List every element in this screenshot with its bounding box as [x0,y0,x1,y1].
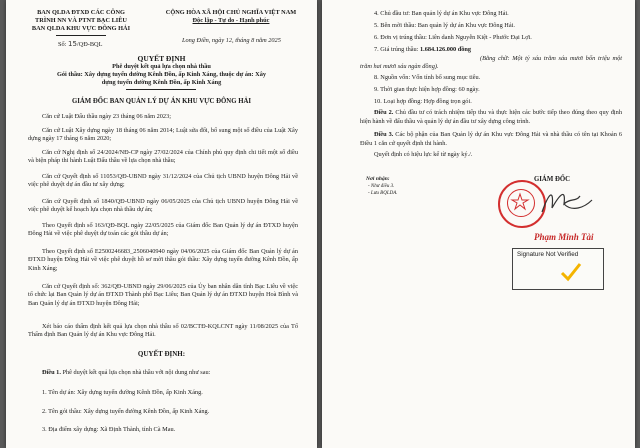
basis-paragraph-2: Căn cứ Luật Xây dựng ngày 18 tháng 06 năm 2014; Luật sửa đổi, bổ sung một số điều của Luật Xây dựng ngày 17 tháng 6 năm 2020; [28,127,298,143]
package-line-2: dựng tuyến đường Kênh Đồn, ấp Kinh Xáng [101,79,222,86]
list-item: 8. Nguồn vốn: Vốn tỉnh bổ sung mục tiêu. [374,74,481,81]
handwritten-signature [536,186,596,220]
signature-verification-box [512,248,604,290]
agency-line-2: TRÌNH NN VÀ PTNT BẠC LIÊU [35,17,127,24]
verification-check-icon [559,261,583,283]
issuing-authority: GIÁM ĐỐC BAN QUẢN LÝ DỰ ÁN KHU VỰC ĐÔNG HẢI [71,98,252,105]
article-3: Điều 3. Các bộ phận của Ban Quản lý dự án Khu vực Đông Hải và nhà thầu có tên tại Khoản 6 Điều 1 căn cứ quyết định thi hành. [360,131,622,147]
issuing-agency-header [16,9,146,33]
agency-underline [56,35,106,36]
article-2: Điều 2. Chủ đầu tư có trách nhiệm tiếp thu và thực hiện các bước tiếp theo đúng theo quy định hiện hành về đấu thầu và quản lý dự án đầu tư xây dựng công trình. [360,109,622,125]
article-1: Điều 1. Phê duyệt kết quả lựa chọn nhà thầu với nội dung như sau: [42,369,211,376]
list-item: 10. Loại hợp đồng: Hợp đồng trọn gói. [374,98,472,105]
decides-heading: QUYẾT ĐỊNH: [137,350,186,358]
decision-title: QUYẾT ĐỊNH [137,54,186,63]
list-item: 5. Bên mời thầu: Ban quản lý dự án Khu vực Đông Hải. [374,22,515,29]
price-in-words: (Bằng chữ: Một tỷ sáu trăm sáu mươi bốn triệu một trăm hai mươi sáu ngàn đồng). [360,55,622,70]
national-name: CỘNG HÒA XÃ HỘI CHỦ NGHĨA VIỆT NAM [165,9,297,16]
national-header [146,9,316,25]
title-underline [126,89,196,90]
document-date: Long Điền, ngày 12, tháng 8 năm 2025 [182,37,281,44]
agency-line-1: BAN QLDA ĐTXD CÁC CÔNG [37,9,125,16]
list-item: 9. Thời gian thực hiện hợp đồng: 60 ngày. [374,86,480,93]
signature-status: Signature Not Verified [517,251,579,258]
list-item: 3. Địa điểm xây dựng: Xã Định Thành, tỉnh Cà Mau. [42,426,176,433]
basis-paragraph-6: Theo Quyết định số 163/QĐ-BQL ngày 22/05/2025 của Giám đốc Ban Quản lý dự án ĐTXD huyện Đông Hải về việc phê duyệt dự toán các gói thầu dự án; [28,222,298,238]
recipient-item: - Như điều 3. [368,184,395,189]
recipients-label: Nơi nhận: [366,176,390,182]
signer-name: Phạm Minh Tài [534,232,594,242]
decision-subtitle: Phê duyệt kết quả lựa chọn nhà thầu [112,63,211,70]
signer-title: GIÁM ĐỐC [534,176,571,183]
basis-paragraph-8: Căn cứ Quyết định số: 362/QĐ-UBND ngày 29/06/2025 của Ủy ban nhân dân tỉnh Bạc Liêu về việc tổ chức lại Ban Quản lý dự án ĐTXD Thành phố Bạc Liêu; Ban Quản lý dự án ĐTXD huyện Hoà Bình và Ban Quản lý dự án ĐTXD huyện Đông Hải; [28,283,298,307]
basis-paragraph-4: Căn cứ Quyết định số 11053/QĐ-UBND ngày 31/12/2024 của Chủ tịch UBND huyện Đông Hải về việc phê duyệt dự án đầu tư xây dựng; [28,173,298,189]
document-page-2 [322,0,635,448]
basis-paragraph-5: Căn cứ Quyết định số 1840/QĐ-UBND ngày 06/05/2025 của Chủ tịch UBND huyện Đông Hải về việc phê duyệt kế hoạch lựa chọn nhà thầu dự án; [28,198,298,214]
package-line-1: Gói thầu: Xây dựng tuyến đường Kênh Đồn, ấp Kinh Xáng, thuộc dự án: Xây [56,71,267,78]
agency-line-3: BAN QLDA KHU VỰC ĐÔNG HẢI [31,25,131,32]
recipient-item: - Lưu BQLDA. [368,191,398,196]
basis-paragraph-1: Căn cứ Luật Đấu thầu ngày 23 tháng 06 năm 2023; [42,113,171,120]
basis-paragraph-9: Xét báo cáo thẩm định kết quả lựa chọn nhà thầu số 02/BCTĐ-KQLCNT ngày 11/08/2025 của Tổ Thẩm định Ban Quản lý dự án Khu vực Đông Hải. [28,323,298,339]
basis-paragraph-7: Theo Quyết định số E2500246683_2506040940 ngày 04/06/2025 của Giám đốc Ban Quản lý dự án ĐTXD huyện Đông Hải về việc phê duyệt hồ sơ mời thầu gói thầu: Xây dựng tuyến đường Kênh Đồn, ấp Kinh Xáng; [28,248,298,272]
national-motto: Độc lập - Tự do - Hạnh phúc [192,17,270,24]
list-item: 1. Tên dự án: Xây dựng tuyến đường Kênh Đồn, ấp Kinh Xáng. [42,389,203,396]
effective-clause: Quyết định có hiệu lực kể từ ngày ký./. [374,151,473,158]
document-number: Số: 15/QĐ-BQL [58,40,103,48]
list-item: 6. Đơn vị trúng thầu: Liên danh Nguyễn Kiệt - Phước Đại Lợi. [374,34,532,41]
list-item: 2. Tên gói thầu: Xây dựng tuyến đường Kênh Đồn, ấp Kinh Xáng. [42,408,210,415]
basis-paragraph-3: Căn cứ Nghị định số 24/2024/NĐ-CP ngày 27/02/2024 của Chính phủ quy định chi tiết một số điều và biện pháp thi hành Luật Đấu thầu về lựa chọn nhà thầu; [28,149,298,165]
winning-price: 7. Giá trúng thầu: 1.684.126.000 đồng [374,46,472,53]
list-item: 4. Chủ đầu tư: Ban quản lý dự án Khu vực Đông Hải. [374,10,509,17]
document-page-1 [6,0,317,448]
